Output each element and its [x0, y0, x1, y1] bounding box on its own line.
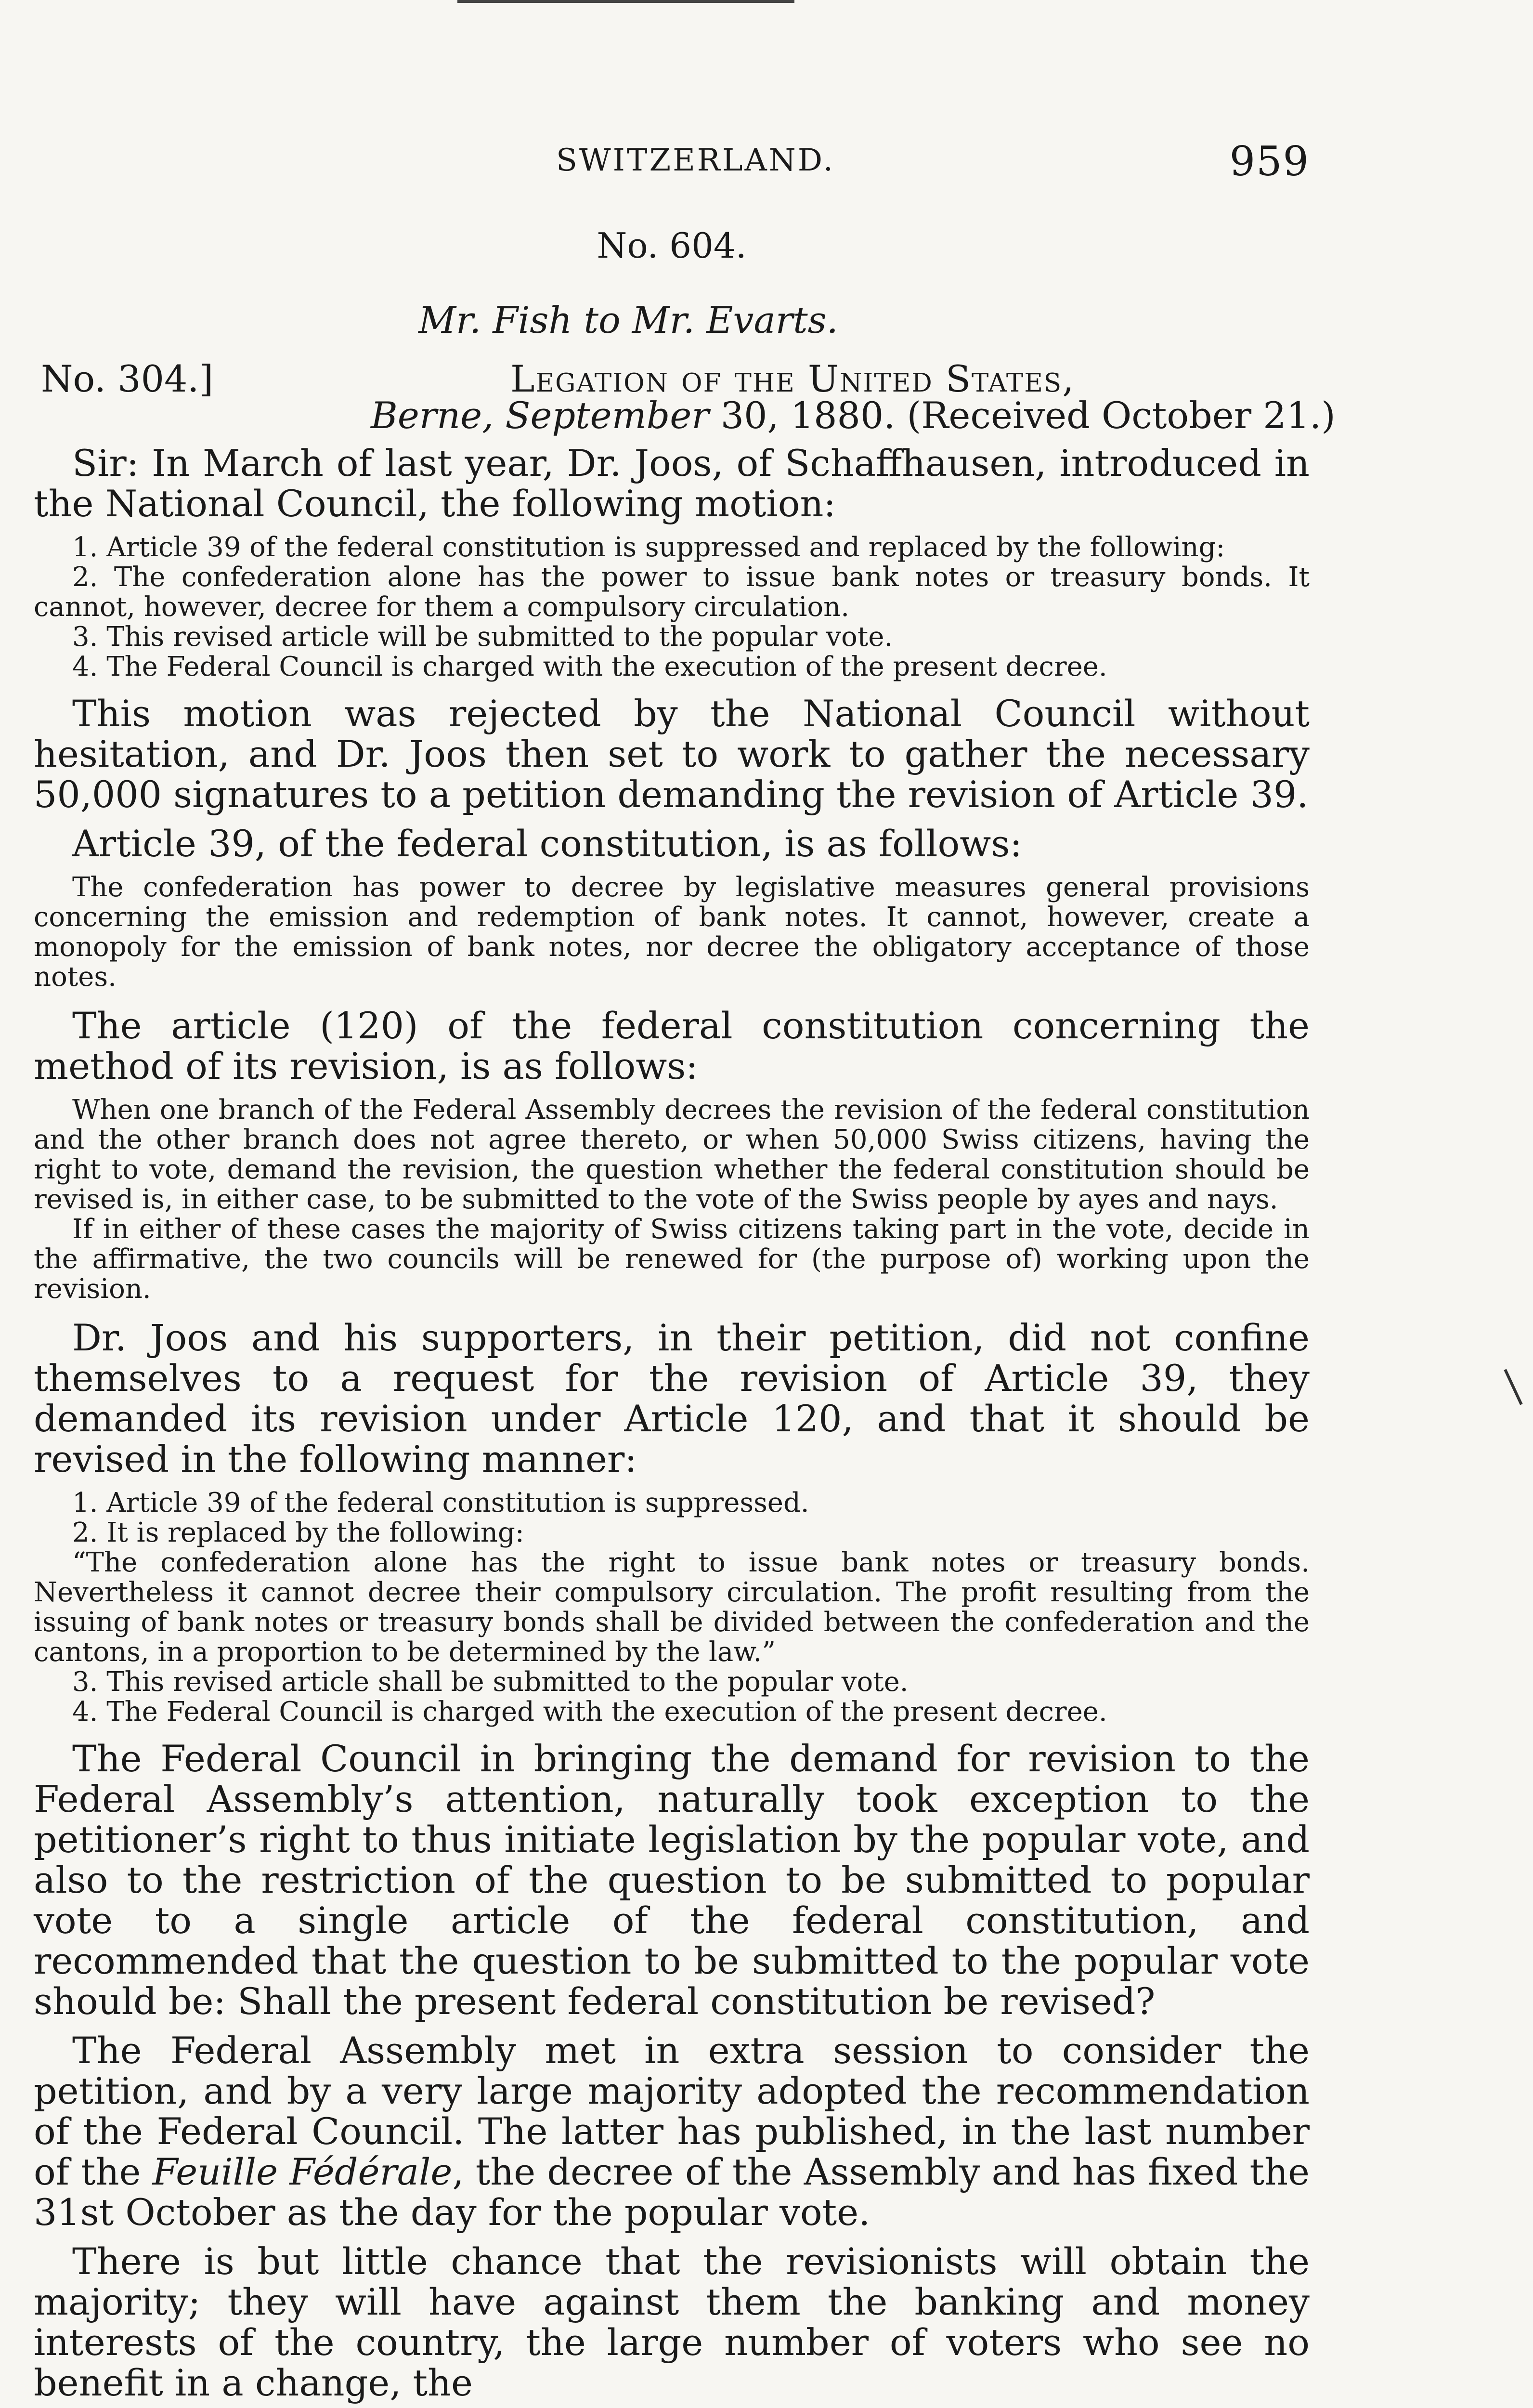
list-item: 4. The Federal Council is charged with the execution of the present decree. — [72, 1696, 1107, 1727]
paragraph: Article 39, of the federal constitution, is as follows: — [72, 822, 1022, 865]
page-header — [510, 138, 1310, 186]
running-title: SWITZERLAND. — [556, 143, 835, 178]
legation-heading: Legation of the United States, — [510, 357, 1075, 400]
paragraph: The Federal Council in bringing the demand for revision to the Federal Assembly’s attention, naturally took exception to the petitioner’s right to thus initiate legislation by the popular vote, and also to the restriction of the question to be submitted to popular vote to a single article of the federal constitution, and recommended that the question to be submitted to the popular vote should be: Shall the present federal constitution be revised? — [34, 1737, 1310, 2023]
document-number: No. 604. — [597, 225, 747, 266]
list-item: 1. Article 39 of the federal constitution is suppressed. — [72, 1487, 809, 1518]
list-item: 3. This revised article shall be submitted to the popular vote. — [72, 1666, 909, 1698]
dateline-rest: 30, 1880. (Received October 21.) — [709, 394, 1336, 437]
despatch-number: No. 304.] — [41, 357, 214, 400]
list-item: 2. The confederation alone has the power to issue bank notes or treasury bonds. It cannot, however, decree for them a compulsory circulation. — [34, 562, 1310, 623]
paragraph-text: The Federal Assembly met in extra session to consider the petition, and by a very large majority adopted the recommendation of the Federal Council. The latter has published, in the last number of the — [34, 2029, 1310, 2193]
paragraph-salutation: Sir: In March of last year, Dr. Joos, of Schaffhausen, introduced in the National Council, the following motion: — [34, 442, 1310, 525]
letter-body — [34, 443, 1310, 2408]
dateline — [371, 394, 1336, 437]
scan-edge-line — [457, 0, 794, 3]
list-item: 3. This revised article will be submitted to the popular vote. — [72, 621, 893, 653]
quote-text: The confederation has power to decree by legislative measures general provisions concerning the emission and redemption of bank notes. It cannot, however, create a monopoly for the emission of bank notes, nor decree the obligatory acceptance of those notes. — [34, 872, 1310, 993]
paragraph: There is but little chance that the revisionists will obtain the majority; they will have against them the banking and money interests of the country, the large number of voters who see no benefit in a change, the — [34, 2240, 1310, 2404]
petition-list — [34, 1488, 1310, 1727]
publication-name: Feuille Fédérale — [152, 2150, 453, 2193]
dateline-place: Berne, September — [371, 394, 709, 437]
paragraph: This motion was rejected by the National Council without hesitation, and Dr. Joos then set to work to gather the necessary 50,000 signatures to a petition demanding the revision of Article 39. — [34, 692, 1310, 816]
quote-text: When one branch of the Federal Assembly decrees the revision of the federal constitution and the other branch does not agree thereto, or when 50,000 Swiss citizens, having the right to vote, demand the revision, the question whether the federal constitution should be revised is, in either case, to be submitted to the vote of the Swiss people by ayes and nays. — [34, 1094, 1310, 1215]
quote-text: If in either of these cases the majority of Swiss citizens taking part in the vote, decide in the affirmative, the two councils will be renewed for (the purpose of) working upon the revision. — [34, 1214, 1310, 1305]
document-title: Mr. Fish to Mr. Evarts. — [418, 299, 838, 341]
article-39-quote — [34, 873, 1310, 992]
page-number: 959 — [1229, 138, 1310, 185]
list-item: 1. Article 39 of the federal constitution is suppressed and replaced by the following: — [72, 532, 1225, 563]
list-item: 2. It is replaced by the following: — [72, 1517, 524, 1548]
article-120-quote — [34, 1095, 1310, 1304]
motion-list — [34, 533, 1310, 682]
margin-mark — [1504, 1369, 1522, 1405]
paragraph: The article (120) of the federal constitution concerning the method of its revision, is as follows: — [34, 1004, 1310, 1087]
paragraph-text: , the decree of the Assembly and has fixed the 31st October as the day for the popular vote. — [34, 2150, 1310, 2234]
paragraph: Dr. Joos and his supporters, in their petition, did not confine themselves to a request for the revision of Article 39, they demanded its revision under Article 120, and that it should be revised in the following manner: — [34, 1316, 1310, 1480]
paragraph — [34, 2030, 1310, 2233]
list-item: 4. The Federal Council is charged with the execution of the present decree. — [72, 651, 1107, 682]
list-item: “The confederation alone has the right to issue bank notes or treasury bonds. Nevertheless it cannot decree their compulsory circulation. The profit resulting from the issuing of bank notes or treasury bonds shall be divided between the confederation and the cantons, in a proportion to be determined by the law.” — [34, 1547, 1310, 1668]
